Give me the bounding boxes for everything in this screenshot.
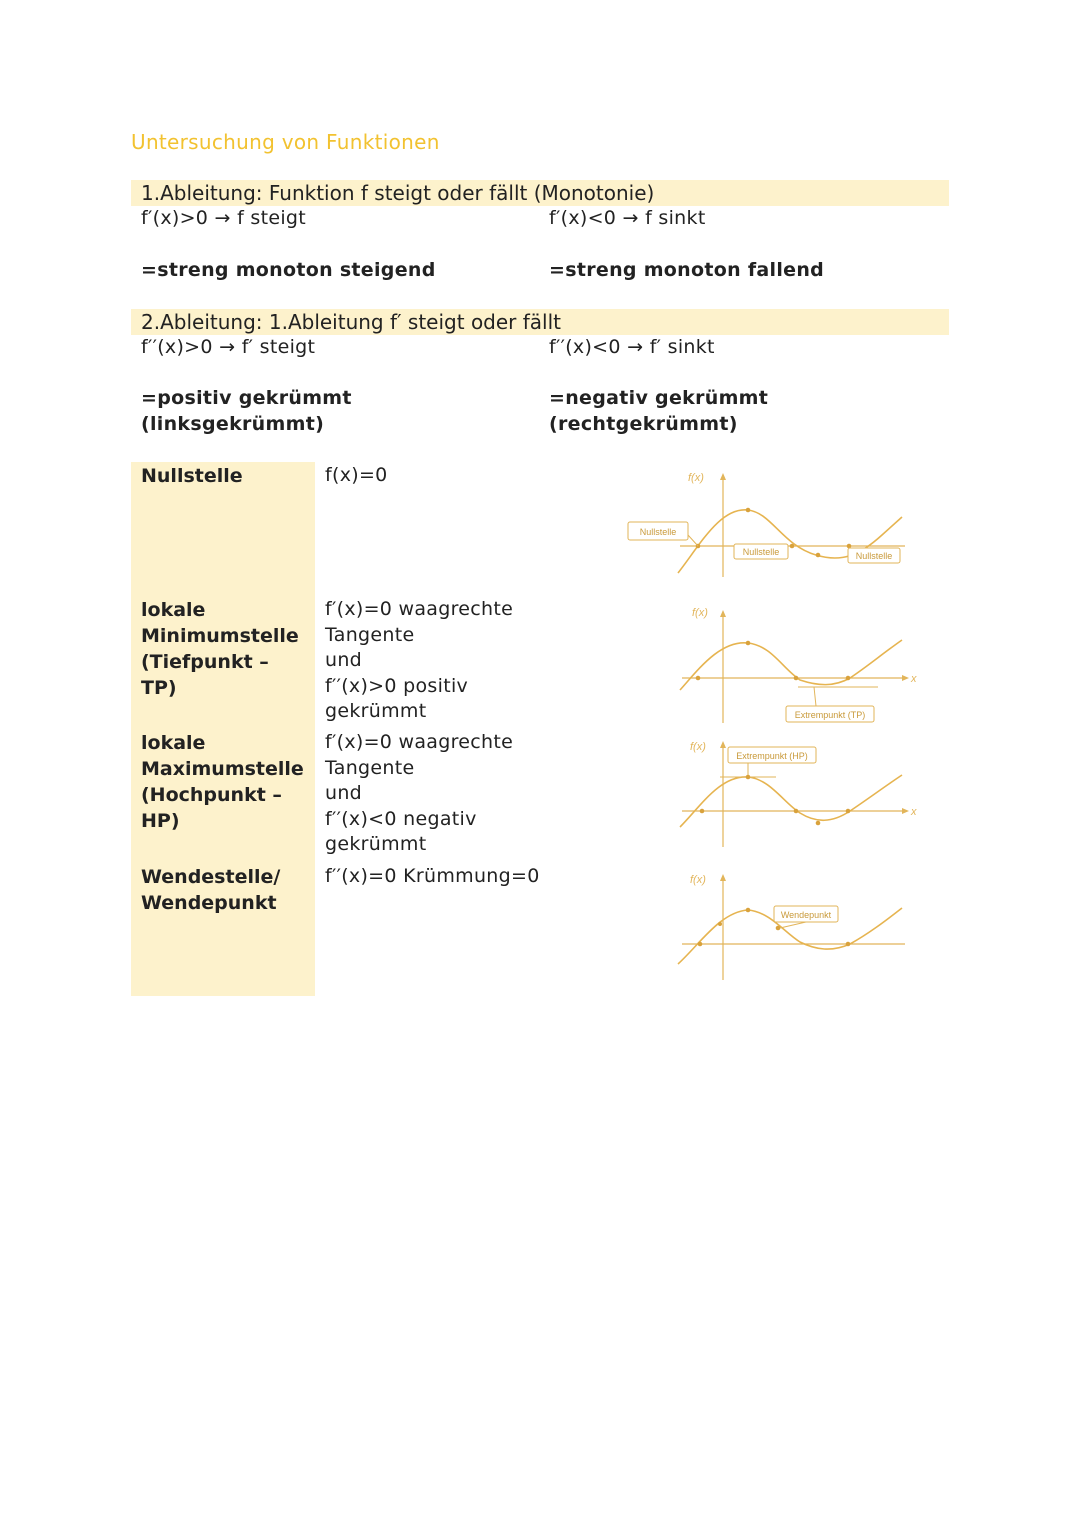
- graph-label: Nullstelle: [639, 527, 677, 537]
- section2-right-rule: f′′(x)<0 → f′ sinkt: [549, 336, 715, 358]
- section2-heading-band: [131, 309, 949, 335]
- desc-line: und: [325, 649, 363, 672]
- term-line: lokale: [141, 732, 206, 754]
- desc-line: gekrümmt: [325, 700, 427, 723]
- section1-left-rule: f′(x)>0 → f steigt: [141, 207, 307, 229]
- graph-hochpunkt: [620, 735, 920, 850]
- graph-label: Nullstelle: [855, 551, 893, 561]
- axis-label-x: x: [911, 806, 917, 818]
- desc-line: f′′(x)>0 positiv: [325, 674, 469, 697]
- desc-line: Tangente: [325, 623, 415, 646]
- desc-line: f′′(x)=0 Krümmung=0: [325, 865, 540, 887]
- page-title: Untersuchung von Funktionen: [131, 130, 440, 154]
- term-line: Maximumstelle: [141, 758, 304, 780]
- term-nullstelle: [141, 463, 243, 489]
- axis-label-y: f(x): [692, 607, 708, 619]
- graph-nullstelle: [620, 465, 920, 585]
- desc-line: f′(x)=0 waagrechte: [325, 598, 514, 620]
- desc-minimumstelle: [325, 597, 513, 725]
- axis-label-y: f(x): [688, 472, 704, 484]
- term-line: lokale: [141, 599, 206, 621]
- graph-label: Wendepunkt: [780, 910, 832, 920]
- graph-label: Extrempunkt (HP): [736, 751, 808, 761]
- section1-right-term: =streng monoton fallend: [549, 259, 825, 281]
- desc-nullstelle: [325, 463, 388, 489]
- desc-line: Tangente: [325, 756, 415, 779]
- desc-maximumstelle: [325, 730, 513, 858]
- section1-right-rule: f′(x)<0 → f sinkt: [549, 207, 706, 229]
- desc-wendestelle: [325, 864, 540, 890]
- desc-line: f′′(x)<0 negativ: [325, 807, 477, 830]
- axis-label-x: x: [911, 673, 917, 685]
- graph-wendepunkt: [620, 868, 920, 983]
- term-line: Wendepunkt: [141, 892, 277, 914]
- desc-line: f′(x)=0 waagrechte: [325, 731, 514, 753]
- graph-label: Extrempunkt (TP): [794, 710, 866, 720]
- section2-right-term-1: =negativ gekrümmt: [549, 387, 769, 409]
- term-line: HP): [141, 810, 180, 832]
- term-line: (Hochpunkt –: [141, 784, 282, 806]
- term-line: Minimumstelle: [141, 625, 299, 647]
- graph-label: Nullstelle: [742, 547, 780, 557]
- term-line: TP): [141, 677, 177, 699]
- desc-line: f(x)=0: [325, 464, 388, 486]
- graph-tiefpunkt: [620, 598, 920, 728]
- term-minimumstelle: [141, 597, 299, 701]
- term-wendestelle: [141, 864, 280, 916]
- section2-heading: 2.Ableitung: 1.Ableitung f′ steigt oder fällt: [141, 310, 562, 334]
- section2-left-rule: f′′(x)>0 → f′ steigt: [141, 336, 316, 358]
- section1-heading-band: [131, 180, 949, 206]
- axis-label-y: f(x): [690, 874, 706, 886]
- desc-line: gekrümmt: [325, 833, 427, 856]
- term-line: Nullstelle: [141, 465, 243, 487]
- section1-left-term: =streng monoton steigend: [141, 259, 436, 281]
- section2-left-term-1: =positiv gekrümmt: [141, 387, 352, 409]
- term-line: (Tiefpunkt –: [141, 651, 269, 673]
- section2-right-term-2: (rechtgekrümmt): [549, 413, 738, 435]
- section2-left-term-2: (linksgekrümmt): [141, 413, 325, 435]
- desc-line: und: [325, 782, 363, 805]
- axis-label-y: f(x): [690, 741, 706, 753]
- section1-heading: 1.Ableitung: Funktion f steigt oder fällt (Monotonie): [141, 181, 655, 205]
- term-line: Wendestelle/: [141, 866, 281, 888]
- term-maximumstelle: [141, 730, 304, 834]
